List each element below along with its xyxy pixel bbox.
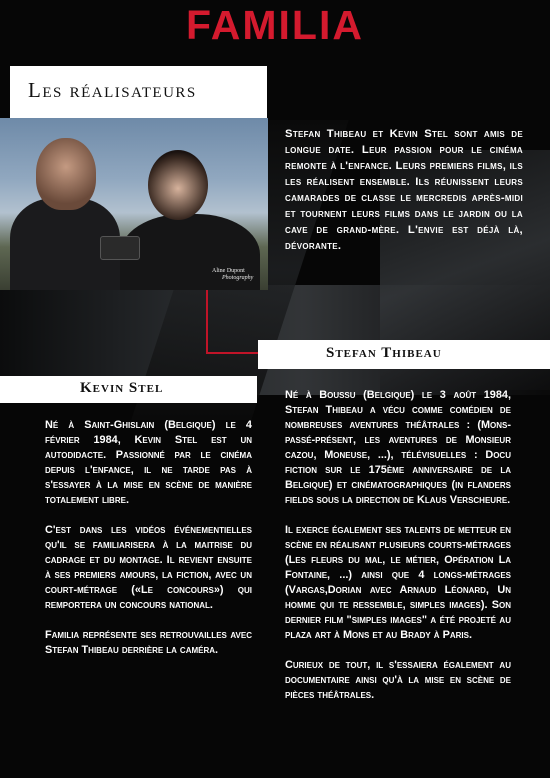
stefan-accent-line	[206, 352, 262, 354]
camera-icon	[100, 236, 140, 260]
kevin-bio	[45, 418, 252, 673]
kevin-name: Kevin Stel	[80, 380, 164, 396]
kevin-bio-paragraph: C'est dans les vidéos événementielles qu'il se familiarisera à la maitrise du cadrage et du montage. Il revient ensuite à ses premiers amours, la fiction, avec un court-métrage («Le concours») qui remportera un concours national.	[45, 524, 252, 611]
stefan-bio-paragraph: Il exerce également ses talents de metteur en scène en réalisant plusieurs courts-métrages (Les fleurs du mal, le métier, Opération La Fontaine, ...) ainsi que 4 longs-métrages (Vargas,Dorian avec Arnaud Léonard, Un homme qui te ressemble, simples images). Son dernier film "simples images" a été projeté au plaza art à Mons et au Brady à Paris.	[285, 524, 511, 641]
photo-credit-label: Photography	[222, 275, 254, 281]
intro-text: Stefan Thibeau et Kevin Stel sont amis de longue date. Leur passion pour le cinéma remonte à l'enfance. Leurs premiers films, ils les réalisent ensemble. Ils réunissent leurs camarades de classe le mercredis après-midi et tournent leurs films dans le jardin ou la cave de grand-mère. L'envie est déjà là, dévorante.	[285, 128, 523, 252]
directors-photo	[0, 118, 268, 290]
kevin-bio-paragraph: Familia représente ses retrouvailles avec Stefan Thibeau derrière la caméra.	[45, 629, 252, 656]
photo-figure	[36, 138, 96, 210]
stefan-bio	[285, 388, 511, 718]
stefan-bio-paragraph: Né à Boussu (Belgique) le 3 août 1984, Stefan Thibeau a vécu comme comédien de nombreuses aventures théâtrales : (Mons-passé-présent, les aventures de Monsieur cazou, Moneuse, ...), télévisuelles : Docu fiction sur le 175ème anniversaire de la Belgique) et cinématographiques (in flanders fields sous la direction de Klaus Verscheure.	[285, 389, 511, 506]
section-heading-box	[10, 66, 267, 118]
kevin-name-box	[0, 376, 257, 403]
stefan-name-box	[258, 340, 550, 369]
stefan-bio-paragraph: Curieux de tout, il s'essaiera également au documentaire ainsi qu'à la mise en scène de pièces théâtrales.	[285, 659, 511, 701]
stefan-accent-line	[206, 290, 208, 354]
photo-credit-name: Aline Dupont	[212, 268, 245, 274]
photo-credit	[212, 268, 253, 282]
kevin-bio-paragraph: Né à Saint-Ghislain (Belgique) le 4 février 1984, Kevin Stel est un autodidacte. Passionné par le cinéma depuis l'enfance, il ne tarde pas à s'essayer à la mise en scène de manière totalement libre.	[45, 419, 252, 506]
photo-figure	[148, 150, 208, 220]
section-heading: Les réalisateurs	[28, 78, 197, 102]
stefan-name: Stefan Thibeau	[326, 345, 442, 361]
page-title: FAMILIA	[186, 2, 364, 48]
